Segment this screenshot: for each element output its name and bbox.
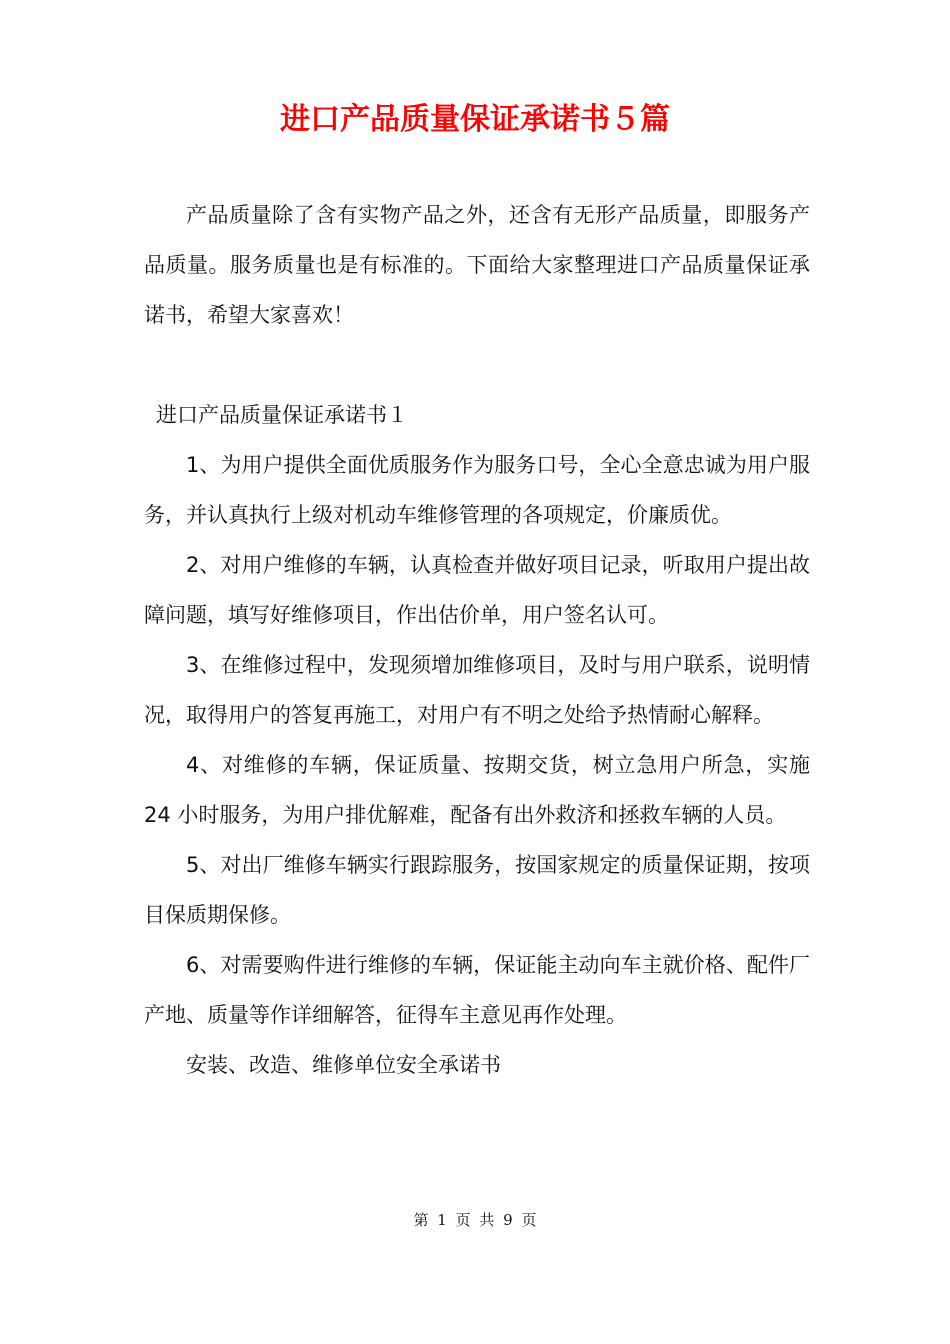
list-item-5: 5、对出厂维修车辆实行跟踪服务，按国家规定的质量保证期，按项目保质期保修。 — [144, 853, 810, 927]
intro-paragraph: 产品质量除了含有实物产品之外，还含有无形产品质量，即服务产品质量。服务质量也是有标准的。下面给大家整理进口产品质量保证承诺书，希望大家喜欢！ — [144, 203, 810, 327]
list-item-6: 6、对需要购件进行维修的车辆，保证能主动向车主就价格、配件厂产地、质量等作详细解答，征得车主意见再作处理。 — [144, 953, 810, 1027]
document-title: 进口产品质量保证承诺书５篇 — [280, 102, 670, 137]
section-heading: 进口产品质量保证承诺书１ — [156, 403, 408, 427]
document-body — [144, 190, 810, 1090]
list-item-4: 4、对维修的车辆，保证质量、按期交货，树立急用户所急，实施 24 小时服务，为用户排优解难，配备有出外救济和拯救车辆的人员。 — [144, 753, 810, 827]
blank-line — [144, 340, 810, 390]
page-number-footer: 第 1 页 共 9 页 — [413, 1211, 537, 1229]
list-item-2: 2、对用户维修的车辆，认真检查并做好项目记录，听取用户提出故障问题，填写好维修项目，作出估价单，用户签名认可。 — [144, 553, 810, 627]
list-item-1: 1、为用户提供全面优质服务作为服务口号，全心全意忠诚为用户服务，并认真执行上级对机动车维修管理的各项规定，价廉质优。 — [144, 453, 810, 527]
list-item-3: 3、在维修过程中，发现须增加维修项目，及时与用户联系，说明情况，取得用户的答复再施工，对用户有不明之处给予热情耐心解释。 — [144, 653, 810, 727]
subsection-heading: 安装、改造、维修单位安全承诺书 — [186, 1053, 501, 1077]
